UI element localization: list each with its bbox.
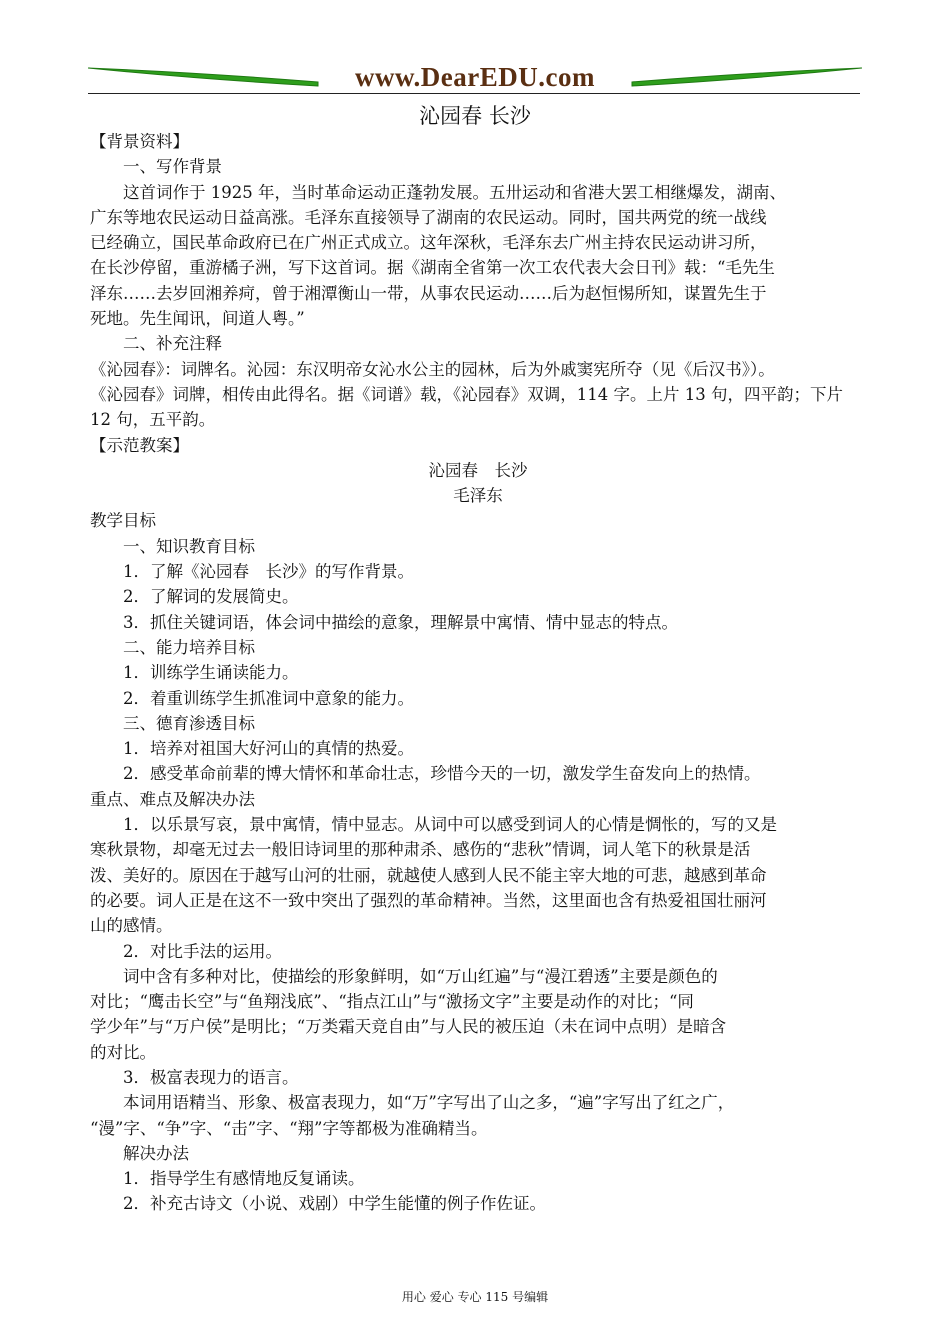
text-line: 1．指导学生有感情地反复诵读。 xyxy=(123,1169,365,1189)
text-line: 沁园春 长沙 xyxy=(428,460,528,480)
header-divider xyxy=(88,93,860,94)
page-footer: 用心 爱心 专心 115 号编辑 xyxy=(401,1290,549,1304)
text-line: 《沁园春》：词牌名。沁园：东汉明帝女沁水公主的园林，后为外戚窦宪所夺（见《后汉书》）。 xyxy=(90,359,775,379)
text-line: 2．了解词的发展简史。 xyxy=(123,587,299,607)
document-body xyxy=(90,129,866,1217)
text-line: 二、补充注释 xyxy=(123,334,222,354)
text-line: 【示范教案】 xyxy=(90,435,189,455)
text-line: 的必要。词人正是在这不一致中突出了强烈的革命精神。当然，这里面也含有热爱祖国壮丽河 xyxy=(90,890,767,910)
text-line: 寒秋景物，却毫无过去一般旧诗词里的那种肃杀、感伤的“悲秋”情调，词人笔下的秋景是活 xyxy=(90,840,751,860)
text-line: 已经确立，国民革命政府已在广州正式成立。这年深秋，毛泽东去广州主持农民运动讲习所， xyxy=(90,233,767,253)
text-line: 三、德育渗透目标 xyxy=(123,713,255,733)
site-header-banner xyxy=(88,60,862,96)
text-line: 1．了解《沁园春 长沙》的写作背景。 xyxy=(123,562,414,582)
text-line: 教学目标 xyxy=(90,511,156,531)
text-line: 毛泽东 xyxy=(453,486,503,506)
text-line: 这首词作于 1925 年，当时革命运动正蓬勃发展。五卅运动和省港大罢工相继爆发，湖南、 xyxy=(123,182,786,202)
text-line: 12 句，五平韵。 xyxy=(90,410,216,430)
text-line: 泼、美好的。原因在于越写山河的壮丽，就越使人感到人民不能主宰大地的可悲，越感到革命 xyxy=(90,865,767,885)
text-line: 对比；“鹰击长空”与“鱼翔浅底”、“指点江山”与“激扬文字”主要是动作的对比；“同 xyxy=(90,992,694,1012)
text-line: 【背景资料】 xyxy=(90,132,189,151)
text-line: 2．着重训练学生抓准词中意象的能力。 xyxy=(123,688,414,708)
text-line: 二、能力培养目标 xyxy=(123,637,255,657)
text-line: 1．训练学生诵读能力。 xyxy=(123,663,299,683)
text-line: 解决办法 xyxy=(123,1143,189,1163)
text-line: 1．以乐景写哀，景中寓情，情中显志。从词中可以感受到词人的心情是惆怅的，写的又是 xyxy=(123,815,777,835)
text-line: 词中含有多种对比，使描绘的形象鲜明，如“万山红遍”与“漫江碧透”主要是颜色的 xyxy=(123,966,718,986)
text-line: 一、知识教育目标 xyxy=(123,536,255,556)
text-line: 3．抓住关键词语，体会词中描绘的意象，理解景中寓情、情中显志的特点。 xyxy=(123,612,678,632)
text-line: 2．对比手法的运用。 xyxy=(123,941,282,961)
text-line: 泽东……去岁回湘养疴，曾于湘潭衡山一带，从事农民运动……后为赵恒惕所知，谋置先生于 xyxy=(90,283,767,303)
text-line: 2．补充古诗文（小说、戏剧）中学生能懂的例子作佐证。 xyxy=(123,1194,546,1214)
text-line: 2．感受革命前辈的博大情怀和革命壮志，珍惜今天的一切，激发学生奋发向上的热情。 xyxy=(123,764,761,784)
text-line: 《沁园春》词牌，相传由此得名。据《词谱》载，《沁园春》双调，114 字。上片 13 句，四平韵；下片 xyxy=(90,384,843,404)
page-title: 沁园春 长沙 xyxy=(419,104,531,128)
text-line: “漫”字、“争”字、“击”字、“翔”字等都极为准确精当。 xyxy=(90,1118,488,1138)
text-line: 重点、难点及解决办法 xyxy=(90,789,255,809)
text-line: 死地。先生闻讯，间道人粤。” xyxy=(90,309,305,329)
text-line: 一、写作背景 xyxy=(123,157,222,177)
text-line: 3．极富表现力的语言。 xyxy=(123,1067,299,1087)
text-line: 1．培养对祖国大好河山的真情的热爱。 xyxy=(123,739,414,759)
text-line: 本词用语精当、形象、极富表现力，如“万”字写出了山之多，“遍”字写出了红之广， xyxy=(123,1093,735,1113)
text-line: 的对比。 xyxy=(90,1042,156,1062)
site-logo-text[interactable]: www.DearEDU.com xyxy=(355,62,595,92)
text-line: 山的感情。 xyxy=(90,916,173,936)
text-line: 广东等地农民运动日益高涨。毛泽东直接领导了湖南的农民运动。同时，国共两党的统一战线 xyxy=(90,207,767,227)
text-line: 学少年”与“万户侯”是明比；“万类霜天竞自由”与人民的被压迫（未在词中点明）是暗含 xyxy=(90,1017,727,1037)
text-line: 在长沙停留，重游橘子洲，写下这首词。据《湖南全省第一次工农代表大会日刊》载：“毛先生 xyxy=(90,258,775,278)
